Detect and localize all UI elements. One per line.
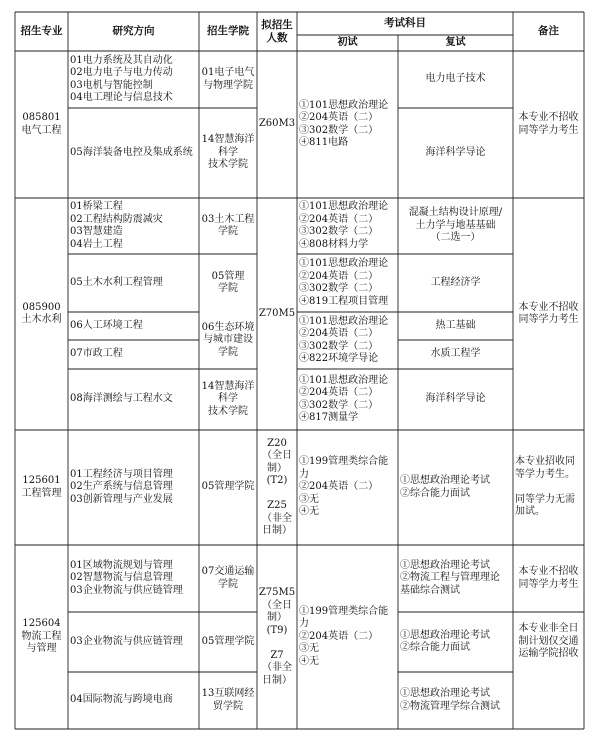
initial-exam-cell: ①101思想政治理论 ②204英语（二） ③302数学（二） ④822环境学导论 xyxy=(299,315,389,364)
remarks-cell: 本专业不招收 同等学力考生 xyxy=(518,301,579,325)
initial-exam-cell: ①199管理类综合能 力 ②204英语（二） ③无 ④无 xyxy=(299,605,389,667)
direction-cell: 05土木水利工程管理 xyxy=(70,276,163,288)
college-cell: 07交通运输 学院 xyxy=(201,566,255,590)
quota-cell: Z70M5 xyxy=(258,307,296,319)
remarks-cell: 本专业不招收 同等学力考生 xyxy=(518,112,579,136)
major-085900: 085900 土木水利 xyxy=(21,301,62,325)
college-cell: 05管理学院 xyxy=(201,635,255,647)
header-initial-exam: 初试 xyxy=(337,36,358,48)
initial-exam-cell: ①199管理类综合能 力 ②204英语（二） ③无 ④无 xyxy=(299,456,389,518)
direction-cell: 05海洋装备电控及集成系统 xyxy=(70,146,193,158)
direction-cell: 01电力系统及其自动化 02电力电子与电力传动 03电机与智能控制 04电工理论与信息技术 xyxy=(70,54,173,103)
remarks-cell: 本专业招收同 等学力考生。 同等学力无需 加试。 xyxy=(515,456,575,518)
retest-cell: ①思想政治理论考试 ②物流工程与管理理论 基础综合测试 xyxy=(400,559,500,596)
quota-cell: Z20 （全日 制） (T2) Z25 （非全 日制） xyxy=(262,437,292,536)
college-cell: 13互联网经 贸学院 xyxy=(201,688,255,712)
major-085801: 085801 电气工程 xyxy=(21,112,62,136)
initial-exam-cell: ①101思想政治理论 ②204英语（二） ③302数学（二） ④811电路 xyxy=(299,99,389,148)
retest-cell: 电力电子技术 xyxy=(425,73,486,85)
remarks-cell: 本专业非全日 制计划仅交通 运输学院招收 xyxy=(518,623,579,660)
initial-exam-cell: ①101思想政治理论 ②204英语（二） ③302数学（二） ④817测量学 xyxy=(299,374,389,423)
college-cell: 05管理学院 xyxy=(201,481,255,493)
initial-exam-cell: ①101思想政治理论 ②204英语（二） ③302数学（二） ④808材料力学 xyxy=(299,201,389,250)
direction-cell: 04国际物流与跨境电商 xyxy=(70,694,173,706)
direction-cell: 06人工环境工程 xyxy=(70,319,143,331)
retest-cell: ①思想政治理论考试 ②综合能力面试 xyxy=(400,629,490,653)
retest-cell: 热工基础 xyxy=(435,319,476,331)
retest-cell: ①思想政治理论考试 ②综合能力面试 xyxy=(400,475,490,499)
retest-cell: 混凝土结构设计原理/ 土力学与地基基础 （二选一） xyxy=(408,207,503,244)
header-college: 招生学院 xyxy=(207,25,249,38)
quota-cell: Z75M5 （全日 制） (T9) Z7 （非全 日制） xyxy=(258,587,296,686)
direction-cell: 01工程经济与项目管理 02生产系统与信息管理 03创新管理与产业发展 xyxy=(70,468,173,505)
remarks-cell: 本专业不招收 同等学力考生 xyxy=(518,566,579,590)
direction-cell: 08海洋测绘与工程水文 xyxy=(70,393,173,405)
retest-cell: ①思想政治理论考试 ②物流管理学综合测试 xyxy=(400,688,500,712)
retest-cell: 海洋科学导论 xyxy=(425,393,486,405)
retest-cell: 工程经济学 xyxy=(430,276,481,288)
header-exam-subjects: 考试科目 xyxy=(384,17,426,30)
college-cell: 03土木工程 学院 xyxy=(201,213,255,237)
header-major: 招生专业 xyxy=(20,25,63,38)
direction-cell: 03企业物流与供应链管理 xyxy=(70,635,183,647)
quota-cell: Z60M3 xyxy=(258,118,296,130)
direction-cell: 01桥梁工程 02工程结构防震减灾 03智慧建造 04岩土工程 xyxy=(70,201,163,250)
retest-cell: 海洋科学导论 xyxy=(425,146,486,158)
header-retest: 复试 xyxy=(445,36,466,48)
major-125604: 125604 物流工程 与管理 xyxy=(21,618,62,655)
header-direction: 研究方向 xyxy=(112,25,155,38)
college-cell: 01电子电气 与物理学院 xyxy=(201,67,255,91)
college-cell: 05管理 学院 xyxy=(211,270,245,294)
header-quota: 拟招生 人数 xyxy=(261,19,293,44)
major-125601: 125601 工程管理 xyxy=(21,475,62,499)
college-cell: 06生态环境 与城市建设 学院 xyxy=(201,321,255,358)
retest-cell: 水质工程学 xyxy=(430,348,481,360)
college-cell: 14智慧海洋 科学 技术学院 xyxy=(201,380,255,417)
header-remarks: 备注 xyxy=(538,25,559,38)
direction-cell: 01区域物流规划与管理 02智慧物流与信息管理 03企业物流与供应链管理 xyxy=(70,559,183,596)
college-cell: 14智慧海洋 科学 技术学院 xyxy=(201,134,255,171)
direction-cell: 07市政工程 xyxy=(70,348,123,360)
initial-exam-cell: ①101思想政治理论 ②204英语（二） ③302数学（二） ④819工程项目管理 xyxy=(299,258,389,307)
